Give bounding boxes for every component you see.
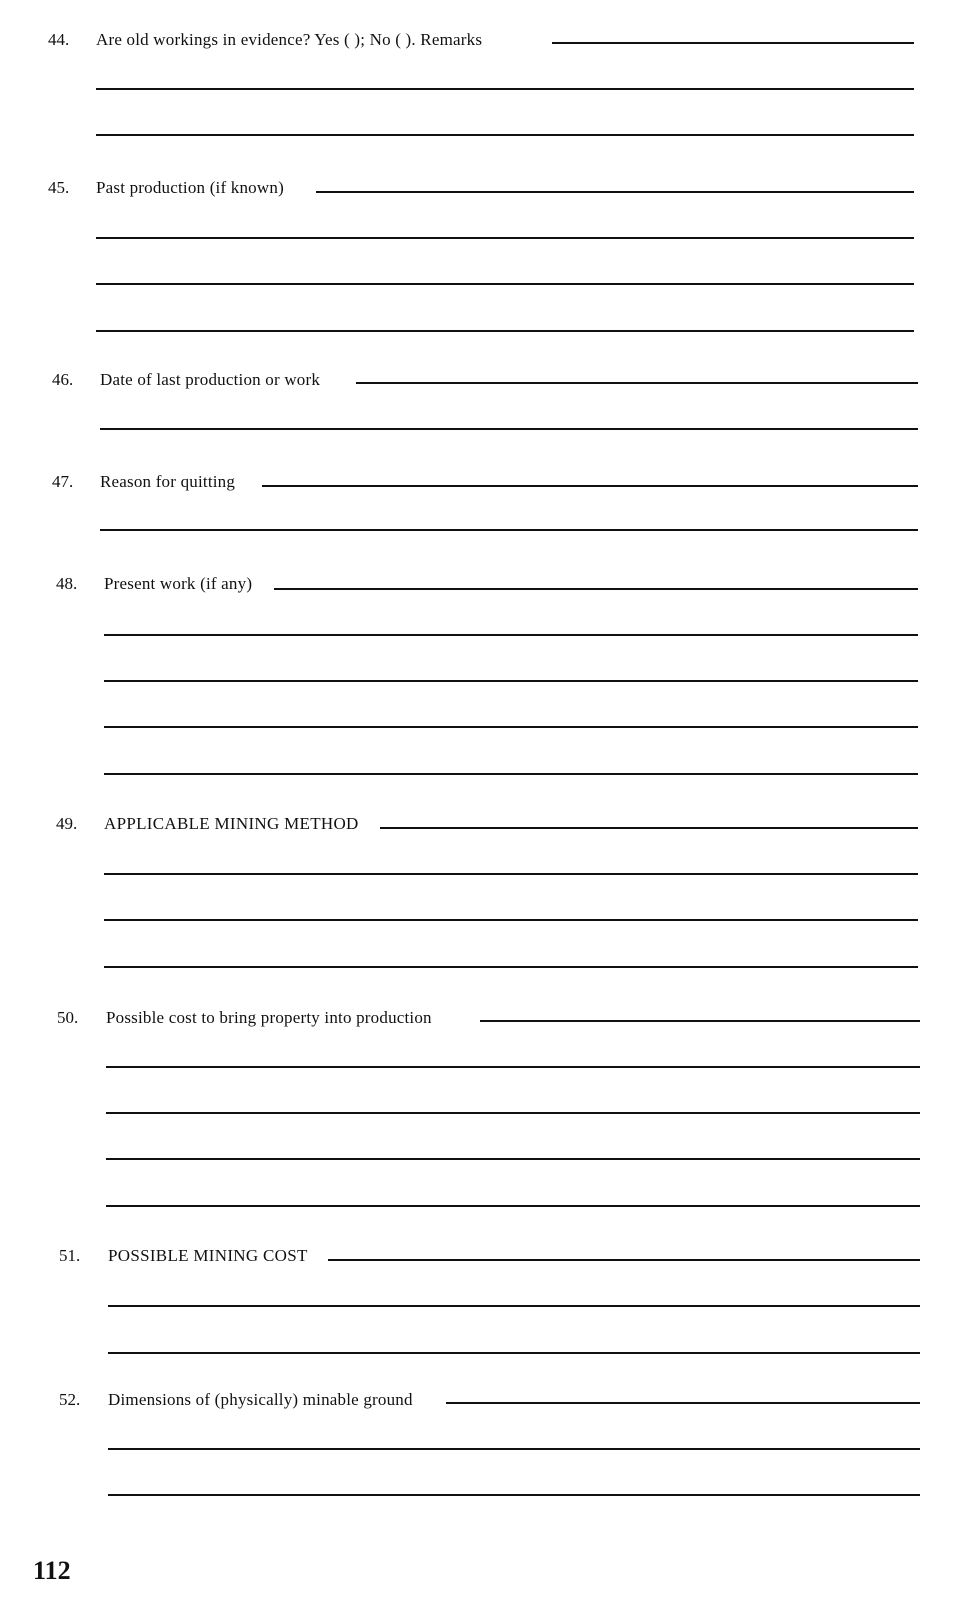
answer-line[interactable] [104,680,918,682]
answer-line[interactable] [108,1494,920,1496]
answer-line[interactable] [104,634,918,636]
answer-line[interactable] [106,1205,920,1207]
question-number: 46. [52,370,74,389]
answer-line[interactable] [316,191,914,193]
answer-line[interactable] [104,966,918,968]
answer-line[interactable] [328,1259,920,1261]
answer-line[interactable] [104,726,918,728]
answer-line[interactable] [480,1020,920,1022]
answer-line[interactable] [446,1402,920,1404]
answer-line[interactable] [104,919,918,921]
answer-line[interactable] [108,1352,920,1354]
answer-line[interactable] [108,1305,920,1307]
question-label: Possible cost to bring property into production [106,1008,432,1027]
answer-line[interactable] [96,330,914,332]
answer-line[interactable] [262,485,918,487]
question-label: Date of last production or work [100,370,321,389]
answer-line[interactable] [100,529,918,531]
answer-line[interactable] [96,283,914,285]
answer-line[interactable] [104,773,918,775]
answer-line[interactable] [380,827,918,829]
page-number: 112 [33,1556,71,1585]
answer-line[interactable] [106,1158,920,1160]
question-label: Present work (if any) [104,574,253,593]
answer-line[interactable] [274,588,918,590]
answer-line[interactable] [108,1448,920,1450]
answer-line[interactable] [96,88,914,90]
question-number: 50. [57,1008,79,1027]
question-number: 51. [59,1246,81,1265]
answer-line[interactable] [106,1066,920,1068]
answer-line[interactable] [100,428,918,430]
question-label: Dimensions of (physically) minable ground [108,1390,413,1409]
answer-line[interactable] [552,42,914,44]
question-label: Past production (if known) [96,178,284,197]
question-label: APPLICABLE MINING METHOD [104,814,359,833]
question-number: 48. [56,574,78,593]
answer-line[interactable] [96,134,914,136]
question-number: 49. [56,814,78,833]
answer-line[interactable] [356,382,918,384]
answer-line[interactable] [106,1112,920,1114]
question-label: POSSIBLE MINING COST [108,1246,308,1265]
question-label: Reason for quitting [100,472,236,491]
question-number: 45. [48,178,70,197]
question-label: Are old workings in evidence? Yes ( ); No ( ). Remarks [96,30,483,49]
question-number: 44. [48,30,70,49]
answer-line[interactable] [96,237,914,239]
answer-line[interactable] [104,873,918,875]
question-number: 52. [59,1390,81,1409]
question-number: 47. [52,472,74,491]
